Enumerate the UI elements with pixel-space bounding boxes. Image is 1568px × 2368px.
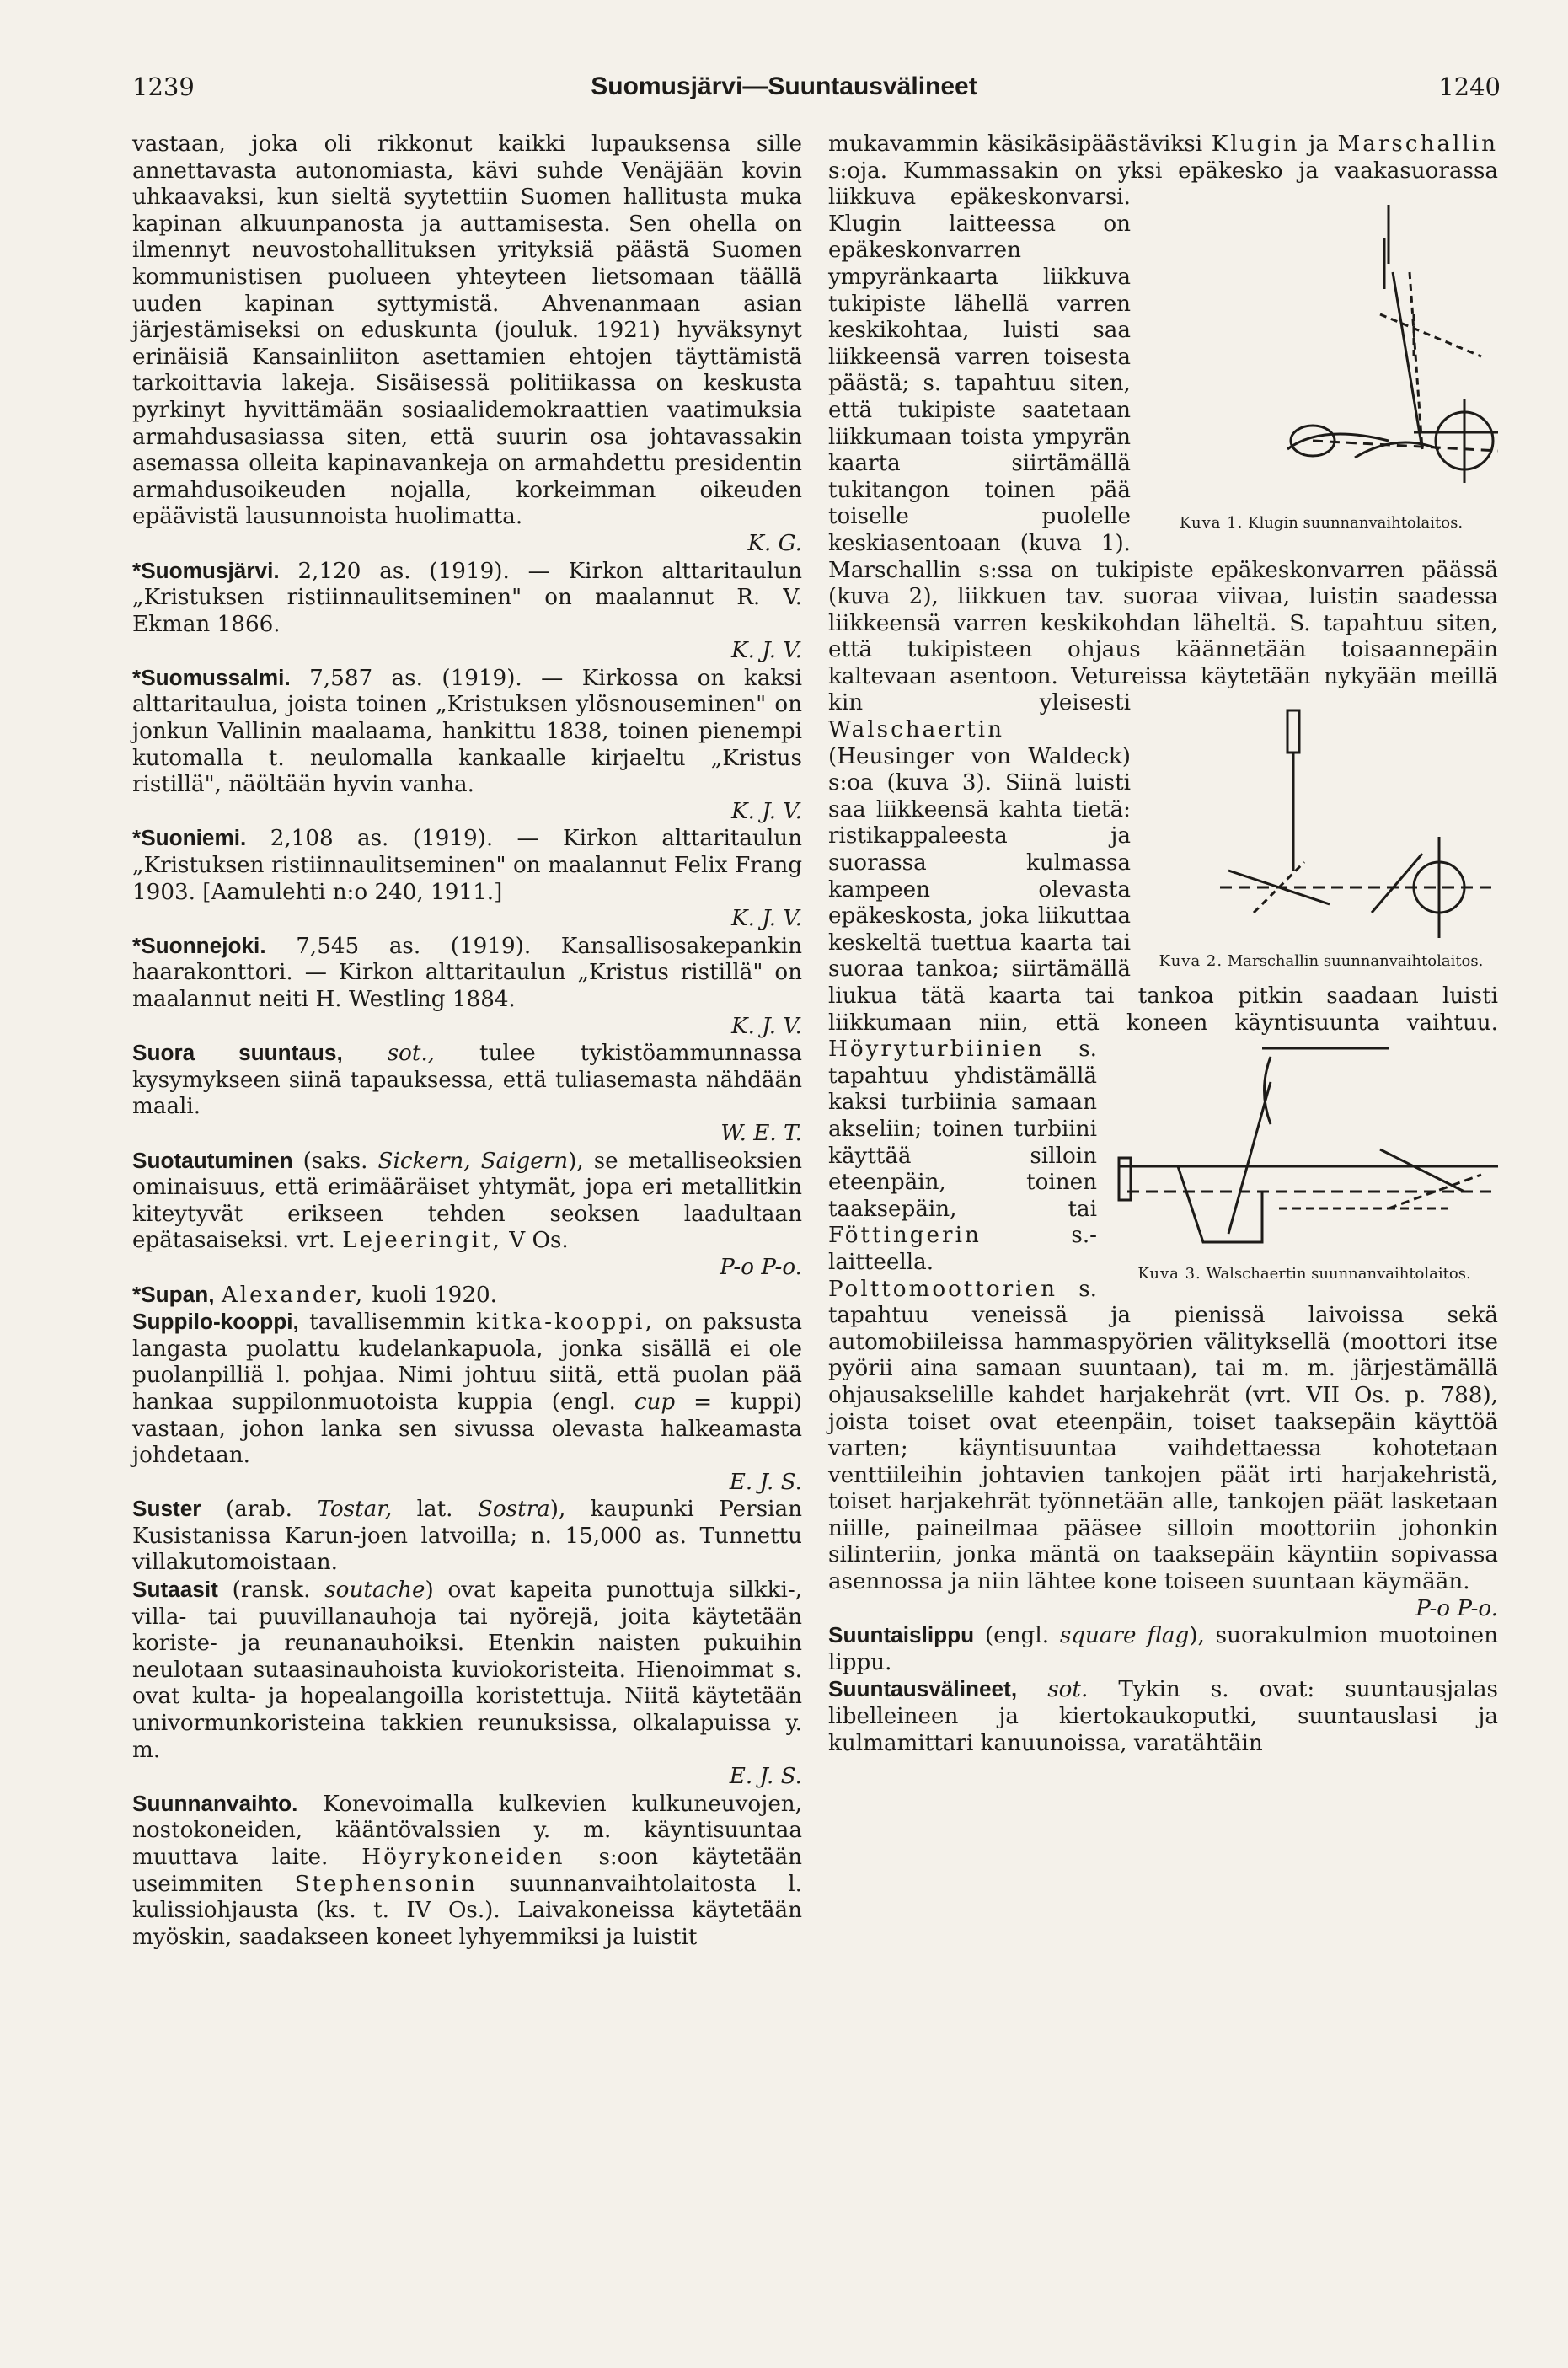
entry-headword: Suppilo-kooppi, xyxy=(132,1309,299,1335)
author-signature: E. J. S. xyxy=(729,1469,802,1495)
klugin-diagram xyxy=(1144,188,1498,508)
marschallin-diagram xyxy=(1144,694,1498,946)
entry-headword: Suuntaislippu xyxy=(828,1622,975,1648)
entry-headword: Suuntausvälineet, xyxy=(828,1676,1018,1702)
entry-headword: Suunnanvaihto. xyxy=(132,1790,298,1816)
walschaertin-diagram xyxy=(1110,1040,1498,1259)
entry-suotautuminen: Suotautuminen (saks. Sickern, Saigern), se metalliseoksien ominaisuus, että erimääräiset yhtymät, jopa eri metallitkin kiteytyvät erikseen tehden seoksen laadultaan epätasaiseksi. vrt. Lejeeringit, V Os. P-o P-o. xyxy=(132,1147,802,1280)
author-signature: K. G. xyxy=(747,530,802,556)
author-signature: K. J. V. xyxy=(731,1013,802,1039)
entry-suomusjarvi: *Suomusjärvi. 2,120 as. (1919). — Kirkon alttaritaulun „Kristuksen ristiinnaulitseminen" on maalannut R. V. Ekman 1866. K. J. V. xyxy=(132,557,803,664)
entry-suuntausvalineet: Suuntausvälineet, sot. Tykin s. ovat: suuntausjalas libelleineen ja kiertokaukoputki, suuntauslasi ja kulmamittari kanuunoissa, varatähtäin xyxy=(828,1676,1498,1756)
entry-suunnanvaihto-cont: mukavammin käsikäsipäästäviksi Klugin ja Marschallin s:oja. Kummassakin on yksi Kuva 1. Klugin suunnanvaihtolaitos. epäkesko ja vaakasuorassa liikkuva epäkeskonvarsi. Klugin laitteessa on epäkeskonvarren ympyränkaarta liikkuva tukipiste lähellä varren keskikohtaa, luisti saa liikkeensä varren toisesta päästä; s. tapahtuu siten, että tukipiste saatetaan liikkumaan toista ympyrän kaarta siirtämällä tukitangon toinen pää toiselle puolelle keskiasentoaan (kuva 1). Marschallin s:ssa on tukipiste epäkeskonvarren päässä (kuva 2), liikkuen tav. suoraa viivaa, luistin saadessa liikkeensä varren keskikohdan läheltä. S. tapahtuu siten, että tukipisteen ohjaus käännetään toisaannepäin kaltevaan asentoon. Vetureissa käytetään nykyään meillä kin yleisesti Kuva 2. Marschallin suunnanvaihtolaitos. Walschaertin (Heusinger von Waldeck) s:oa (kuva 3). Siinä luisti saa liikkeensä kahta tietä: ristikappaleesta ja suorassa kulmassa kampeen olevasta epäkeskosta, joka liikuttaa keskeltä tuettua kaarta tai suoraa tankoa; siirtämällä liukua tätä kaarta tai tankoa pitkin saadaan luisti liikkumaan niin, että koneen käyntisuunta vaihtuu. Kuva 3. Walschaertin suunnanvaihtolaitos. Höyryturbiinien s. tapahtuu yhdistämällä kaksi turbiinia samaan akseliin; toinen turbiini käyttää silloin eteenpäin, toinen taaksepäin, tai Föttingerin s.-laitteella. Polttomoottorien s. tapahtuu veneissä ja pienissä laivoissa sekä automobiileissa hammaspyörien välityksellä (moottori itse pyörii aina samaan suuntaan), tai m. m. järjestämällä ohjausakselille kahdet harjakehrät (vrt. VII Os. p. 788), joista toiset ovat eteenpäin, toiset taaksepäin käyttöä varten; käyntisuuntaa vaihdettaessa kohotetaan venttiileihin johtavien tankojen päät irti harjakehristä, toiset harjakehrät työnnetään alle, tankojen päät lasketaan niille, paineilmaa pääsee silloin moottoriin johonkin silinteriin, jonka mäntä on taaksepäin käyntiin sopivassa asennossa ja niin lähtee kone toiseen suuntaan käymään. P-o P-o. xyxy=(828,131,1499,1621)
entry-headword: Suora suuntaus, xyxy=(132,1040,343,1066)
entry-headword: *Suomusjärvi. xyxy=(132,557,280,583)
entry-headword: Suotautuminen xyxy=(132,1147,293,1173)
author-signature: K. J. V. xyxy=(731,906,802,932)
entry-supan: *Supan, Alexander, kuoli 1920. xyxy=(132,1281,497,1308)
left-column xyxy=(132,131,802,1951)
page-header xyxy=(0,72,1568,106)
page-number-right: 1240 xyxy=(1438,72,1501,101)
entry-suonnejoki: *Suonnejoki. 7,545 as. (1919). Kansallisosakepankin haarakonttori. — Kirkon alttaritaulun „Kristus ristillä" on maalannut neiti H. Westling 1884. K. J. V. xyxy=(132,932,803,1039)
figure-caption: Kuva 1. Klugin suunnanvaihtolaitos. xyxy=(1179,514,1464,533)
entry-suuntaislippu: Suuntaislippu (engl. square flag), suorakulmion muotoinen lippu. xyxy=(828,1622,1498,1675)
author-signature: E. J. S. xyxy=(729,1764,802,1790)
figure-3 xyxy=(1110,1040,1498,1286)
entry-headword: *Suomussalmi. xyxy=(132,664,291,690)
entry-headword: Sutaasit xyxy=(132,1577,218,1603)
entry-suster: Suster (arab. Tostar, lat. Sostra), kaupunki Persian Kusistanissa Karun-joen latvoilla; n. 15,000 as. Tunnettu villakutomoistaan. xyxy=(132,1496,802,1576)
author-signature: W. E. T. xyxy=(720,1120,802,1146)
entry-suomussalmi: *Suomussalmi. 7,587 as. (1919). — Kirkossa on kaksi alttaritaulua, joista toinen „Kristuksen ylösnouseminen" on jonkun Vallinin maalaama, hankittu 1838, toinen pienempi kutomalla t. neulomalla kankaalle kirjaeltu „Kristus ristillä", näöltään hyvin vanha. K. J. V. xyxy=(132,664,802,824)
right-column xyxy=(828,131,1498,1757)
entry-suora-suuntaus: Suora suuntaus, sot., tulee tykistöammunnassa kysymykseen siinä tapauksessa, että tuliasemasta nähdään maali. W. E. T. xyxy=(132,1040,803,1146)
entry-headword: *Supan, xyxy=(132,1281,215,1307)
figure-caption: Kuva 2. Marschallin suunnanvaihtolaitos. xyxy=(1159,952,1484,971)
entry-continuation: vastaan, joka oli rikkonut kaikki lupauksensa sille annettavasta autonomiasta, kävi suhde Venäjään kovin uhkaavaksi, kun sieltä syytettiin Suomen hallitusta muka kapinan alkuunpanosta ja auttamisesta. Sen ohella on ilmennyt neuvostohallituksen yrityksiä päästä Suomen kommunistisen puolueen yhteyteen lietsomaan täällä uuden kapinan syttymistä. Ahvenanmaan asian järjestämiseksi on eduskunta (jouluk. 1921) hyväksynyt erinäisiä Kansainliiton asettamien ehtojen täyttämistä tarkoittavia lakeja. Sisäisessä politiikassa on keskusta pyrkinyt hyvittämään sosiaalidemokraattien vaatimuksia armahdusasiassa siten, että suurin osa johtavassakin asemassa olleita kapinavankeja on armahdettu presidentin armahdusoikeuden nojalla, korkeimman oikeuden epäävistä lausunnoista huolimatta. K. G. xyxy=(132,131,802,556)
entry-suoniemi: *Suoniemi. 2,108 as. (1919). — Kirkon alttaritaulun „Kristuksen ristiinnaulitseminen" on maalannut Felix Frang 1903. [Aamulehti n:o 240, 1911.] K. J. V. xyxy=(132,825,802,932)
entry-suunnanvaihto: Suunnanvaihto. Konevoimalla kulkevien kulkuneuvojen, nostokoneiden, kääntövalssien y. m. käyntisuuntaa muuttava laite. Höyrykoneiden s:oon käytetään useimmiten Stephensonin suunnanvaihtolaitosta l. kulissiohjausta (ks. t. IV Os.). Laivakoneissa käytetään myöskin, saadakseen koneet lyhyemmiksi ja luistit xyxy=(132,1790,803,1950)
author-signature: P-o P-o. xyxy=(720,1254,802,1280)
author-signature: K. J. V. xyxy=(731,798,802,824)
figure-1 xyxy=(1144,188,1498,535)
entry-suppilo-kooppi: Suppilo-kooppi, tavallisemmin kitka-kooppi, on paksusta langasta puolattu kudelankapuola, jonka sisällä ei ole puolanpilliä l. pohjaa. Nimi johtuu siitä, että puolan pää hankaa suppilonmuotoista kuppia (engl. cup = kuppi) vastaan, johon lanka sen sivussa olevasta halkeamasta johdetaan. E. J. S. xyxy=(132,1309,803,1495)
entry-headword: *Suoniemi. xyxy=(132,825,247,851)
entry-headword: *Suonnejoki. xyxy=(132,932,266,958)
author-signature: P-o P-o. xyxy=(1415,1595,1498,1621)
entry-headword: Suster xyxy=(132,1496,201,1522)
entry-sutaasit: Sutaasit (ransk. soutache) ovat kapeita punottuja silkki-, villa- tai puuvillanauhoja tai nyörejä, joita käytetään koriste- ja reunanauhoiksi. Etenkin naisten pukuihin neulotaan sutaasinauhoista kuviokoristeita. Hienoimmat s. ovat kulta- ja hopealangoilla koristettuja. Niitä käytetään univormunkoristeina takkien reunuksissa, olkalapuissa y. m. E. J. S. xyxy=(132,1577,802,1790)
figure-caption: Kuva 3. Walschaertin suunnanvaihtolaitos. xyxy=(1137,1265,1471,1283)
author-signature: K. J. V. xyxy=(731,638,802,664)
running-title: Suomusjärvi—Suuntausvälineet xyxy=(591,72,977,100)
page-number-left: 1239 xyxy=(132,72,195,101)
figure-2 xyxy=(1144,694,1498,973)
